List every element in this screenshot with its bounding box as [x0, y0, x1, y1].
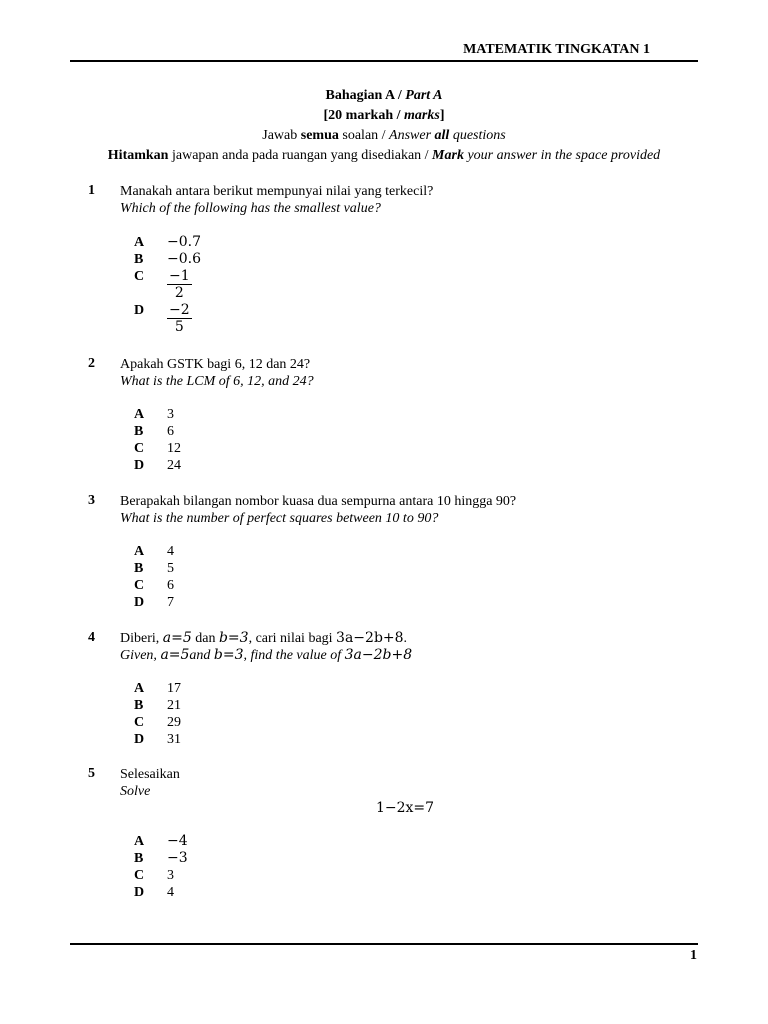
- question-text-en: What is the number of perfect squares between 10 to 90?: [120, 511, 439, 526]
- option-letter: C: [134, 441, 145, 456]
- instr2-a: Hitamkan: [107, 148, 169, 163]
- question-text-ms: Selesaikan: [120, 767, 180, 782]
- option-value: 17: [167, 681, 181, 696]
- question-text-ms: [120, 630, 412, 647]
- instruction-answer-all: [0, 126, 768, 146]
- instr1-d: Answer: [389, 128, 435, 143]
- option-value: 12: [167, 441, 181, 456]
- option-letter: D: [134, 458, 145, 473]
- question-text-ms: Manakah antara berikut mempunyai nilai yang terkecil?: [120, 184, 434, 199]
- text-run: , find the value of: [243, 648, 345, 663]
- math-expression: b=3: [218, 630, 249, 646]
- footer-rule: [70, 943, 698, 945]
- option-value: −0.6: [167, 251, 201, 267]
- option-value: 4: [167, 544, 174, 559]
- question-number: 3: [88, 493, 95, 508]
- option-value: 3: [167, 407, 174, 422]
- section-label-en: Part A: [405, 88, 443, 103]
- math-expression: 3a−2b+8: [336, 630, 404, 646]
- instr2-c: Mark: [432, 148, 464, 163]
- option-value: 3: [167, 868, 174, 883]
- question-text-en: Solve: [120, 784, 151, 799]
- text-run: Given,: [120, 648, 161, 663]
- option-value: 21: [167, 698, 181, 713]
- question-text: [120, 183, 433, 217]
- text-run: and: [189, 648, 214, 663]
- section-title: [0, 86, 768, 106]
- fraction-denominator: 5: [174, 319, 184, 335]
- question-number: 1: [88, 183, 95, 198]
- question-number: 4: [88, 630, 95, 645]
- option-letter: A: [134, 407, 145, 422]
- option-value: 5: [167, 561, 174, 576]
- option-value: −0.7: [167, 234, 201, 250]
- section-label-ms: Bahagian A /: [325, 88, 406, 103]
- marks-open: [20 markah /: [323, 108, 405, 123]
- question-text: [120, 630, 412, 664]
- option-letter: A: [134, 544, 145, 559]
- option-letter: D: [134, 595, 145, 610]
- instr1-f: questions: [449, 128, 506, 143]
- page-number: 1: [690, 948, 697, 963]
- math-expression: b=3: [213, 647, 244, 663]
- instr2-b: jawapan anda pada ruangan yang disediakan /: [168, 148, 433, 163]
- marks-close: ]: [439, 108, 445, 123]
- fraction: [167, 302, 192, 335]
- option-value: −4: [167, 833, 188, 849]
- math-expression: 3a−2b+8: [344, 647, 413, 663]
- option-letter: C: [134, 578, 145, 593]
- option-letter: D: [134, 303, 145, 318]
- option-value: 6: [167, 424, 174, 439]
- question-text-en: Which of the following has the smallest value?: [120, 201, 381, 216]
- option-letter: B: [134, 424, 144, 439]
- header-title: MATEMATIK TINGKATAN 1: [463, 42, 650, 57]
- fraction-numerator: −2: [169, 302, 190, 318]
- text-run: , cari nilai bagi: [248, 631, 337, 646]
- question-text-en: [120, 647, 412, 664]
- instruction-mark-answer: [0, 146, 768, 166]
- instr2-d: your answer in the space provided: [463, 148, 661, 163]
- option-letter: B: [134, 252, 144, 267]
- option-letter: A: [134, 681, 145, 696]
- question-text: [120, 356, 314, 390]
- question-text-en: What is the LCM of 6, 12, and 24?: [120, 374, 314, 389]
- option-value: 7: [167, 595, 174, 610]
- instr1-a: Jawab: [262, 128, 301, 143]
- instr1-b: semua: [300, 128, 339, 143]
- option-letter: A: [134, 235, 145, 250]
- option-value: −3: [167, 850, 188, 866]
- text-run: dan: [191, 631, 219, 646]
- option-value: 6: [167, 578, 174, 593]
- question-text: [120, 493, 516, 527]
- option-value: 24: [167, 458, 181, 473]
- question-text-ms: Apakah GSTK bagi 6, 12 dan 24?: [120, 357, 311, 372]
- math-expression: a=5: [160, 647, 190, 663]
- option-letter: B: [134, 698, 144, 713]
- option-letter: D: [134, 732, 145, 747]
- math-expression: a=5: [162, 630, 192, 646]
- question-number: 2: [88, 356, 95, 371]
- marks-label: [0, 106, 768, 126]
- instr1-c: soalan /: [338, 128, 390, 143]
- option-value: 29: [167, 715, 181, 730]
- option-letter: B: [134, 851, 144, 866]
- fraction-numerator: −1: [169, 268, 190, 284]
- instr1-e: all: [434, 128, 450, 143]
- question-number: 5: [88, 766, 95, 781]
- equation: 1−2x=7: [375, 800, 435, 816]
- option-value: 31: [167, 732, 181, 747]
- fraction: [167, 268, 192, 301]
- text-run: .: [403, 631, 408, 646]
- instructions-block: [0, 86, 768, 166]
- option-letter: B: [134, 561, 144, 576]
- option-letter: A: [134, 834, 145, 849]
- fraction-denominator: 2: [174, 285, 184, 301]
- marks-italic: marks: [404, 108, 440, 123]
- option-letter: C: [134, 715, 145, 730]
- question-text-ms: Berapakah bilangan nombor kuasa dua sempurna antara 10 hingga 90?: [120, 494, 517, 509]
- option-letter: D: [134, 885, 145, 900]
- question-text: [120, 766, 180, 800]
- option-value: 4: [167, 885, 174, 900]
- option-letter: C: [134, 868, 145, 883]
- option-letter: C: [134, 269, 145, 284]
- header-rule: [70, 60, 698, 62]
- text-run: Diberi,: [120, 631, 163, 646]
